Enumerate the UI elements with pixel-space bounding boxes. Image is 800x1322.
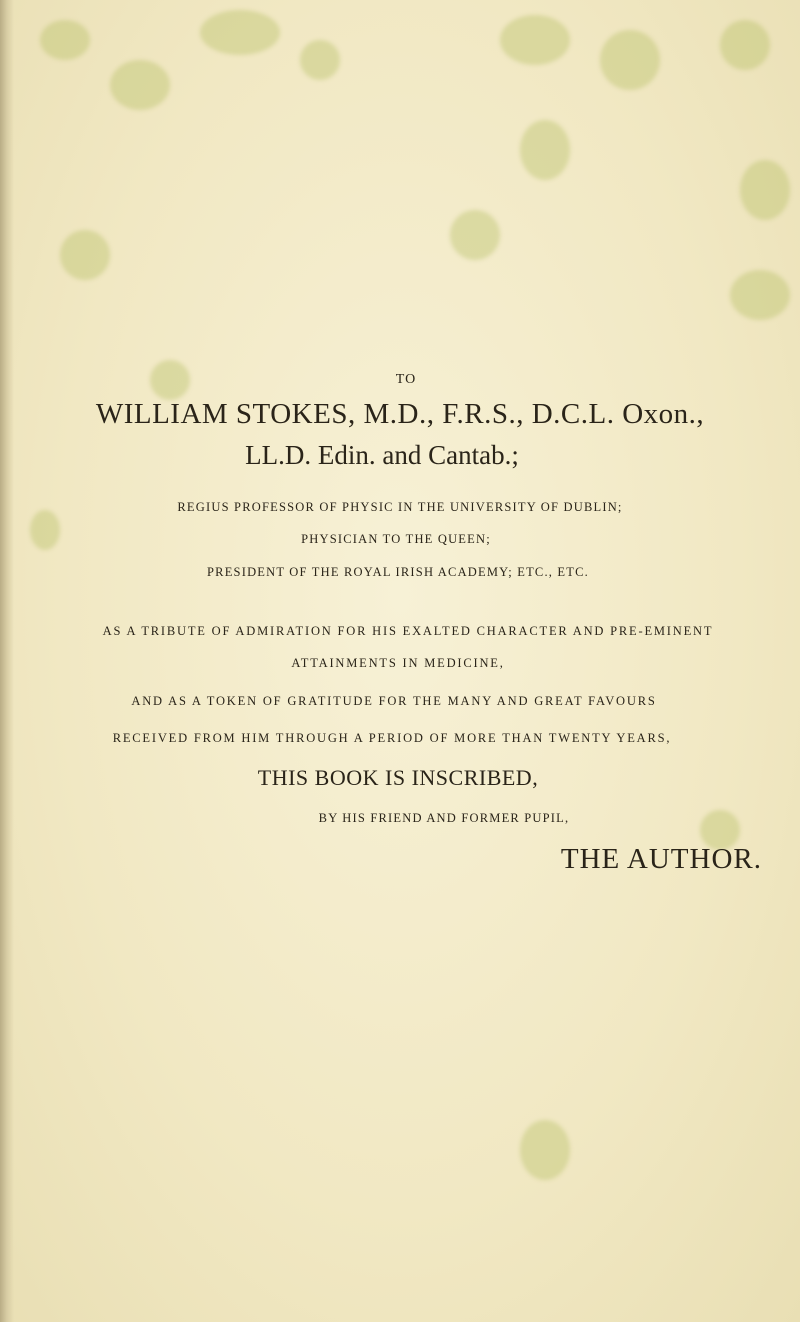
dedicatee-office: PHYSICIAN TO THE QUEEN; xyxy=(301,532,491,546)
dedication-to: TO xyxy=(395,372,417,387)
tribute-line: AND AS A TOKEN OF GRATITUDE FOR THE MANY AND GREAT FAVOURS xyxy=(131,694,657,708)
author-byline: BY HIS FRIEND AND FORMER PUPIL, xyxy=(318,811,570,825)
tribute-line: AS A TRIBUTE OF ADMIRATION FOR HIS EXALTED CHARACTER AND PRE-EMINENT xyxy=(102,624,714,638)
dedicatee-degrees: LL.D. Edin. and Cantab.; xyxy=(245,440,519,470)
tribute-line: RECEIVED FROM HIM THROUGH A PERIOD OF MORE THAN TWENTY YEARS, xyxy=(112,731,672,745)
dedicatee-office: REGIUS PROFESSOR OF PHYSIC IN THE UNIVERSITY OF DUBLIN; xyxy=(177,500,623,514)
dedicatee-name: WILLIAM STOKES, M.D., F.R.S., D.C.L. Oxon., xyxy=(95,398,705,430)
author-signature: THE AUTHOR. xyxy=(560,843,762,875)
tribute-line: ATTAINMENTS IN MEDICINE, xyxy=(291,656,505,670)
inscription-line: THIS BOOK IS INSCRIBED, xyxy=(257,765,539,790)
dedicatee-office: PRESIDENT OF THE ROYAL IRISH ACADEMY; ETC., ETC. xyxy=(207,565,589,579)
